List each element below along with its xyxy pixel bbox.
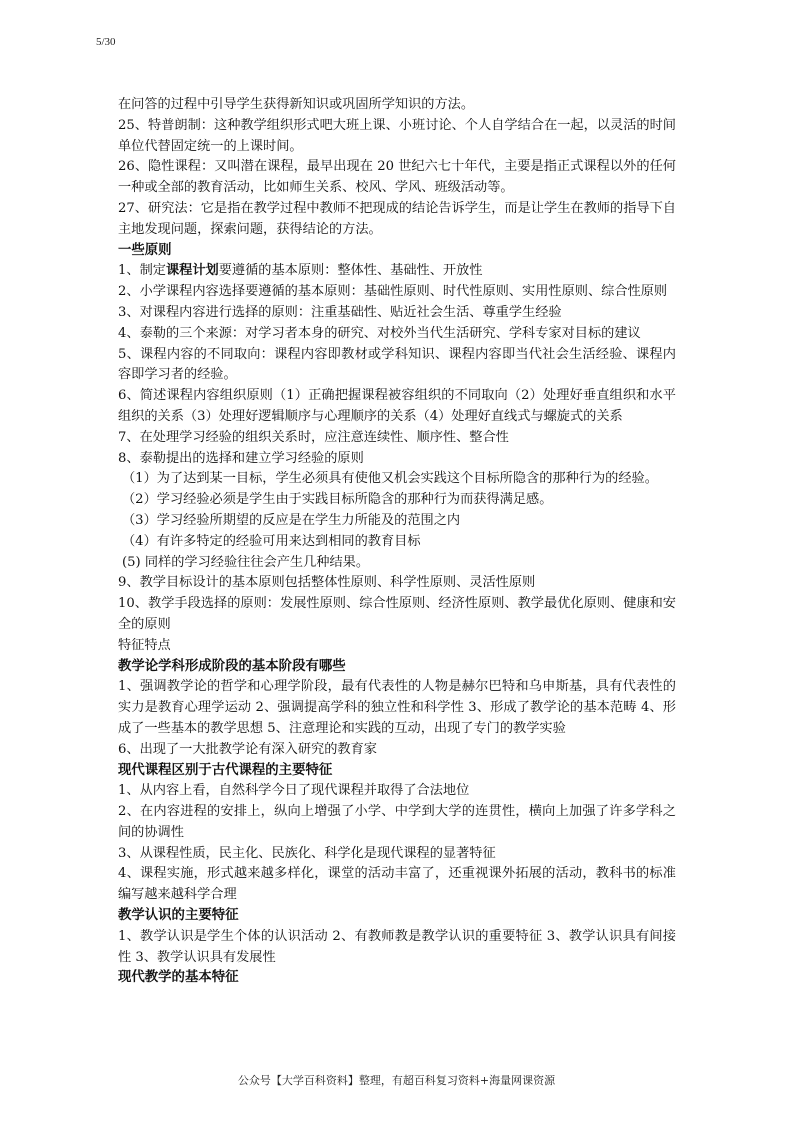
bold-term: 课程计划 [165,263,219,279]
page-number: 5/30 [96,36,116,48]
list-item: 10、教学手段选择的原则：发展性原则、综合性原则、经济性原则、教学最优化原则、健康和安全的原则 [118,596,676,632]
sub-list-item: （2）学习经验必须是学生由于实践目标所隐含的那种行为而获得满足感。 [122,492,553,508]
list-item: 6、出现了一大批教学论有深入研究的教育家 [118,741,377,757]
sub-list-item: （3）学习经验所期望的反应是在学生力所能及的范围之内 [122,512,461,528]
list-item: 3、从课程性质，民主化、民族化、科学化是现代课程的显著特征 [118,845,496,861]
sub-list-item: （1）为了达到某一目标，学生必须具有使他又机会实践这个目标所隐含的那种行为的经验。 [122,471,658,487]
page-footer: 公众号【大学百科资料】整理，有超百科复习资料+海量网课资源 [237,1074,556,1087]
list-item: 1、教学认识是学生个体的认识活动 2、有教师教是教学认识的重要特征 3、教学认识具有间接性 3、教学认识具有发展性 [118,928,676,965]
list-item: 8、泰勒提出的选择和建立学习经验的原则 [118,450,364,466]
list-item: 1、强调教学论的哲学和心理学阶段，最有代表性的人物是赫尔巴特和乌申斯基，具有代表性的实力是教育心理学运动 2、强调提高学科的独立性和科学性 3、形成了教学论的基本范畴 4、形成了一些基本的教学思想 5、注意理论和实践的互动，出现了专门的教学实验 [118,679,676,736]
definition-item: 25、特普朗制：这种教学组织形式吧大班上课、小班讨论、个人自学结合在一起，以灵活的时间单位代替固定统一的上课时间。 [118,117,676,154]
text-line: 在问答的过程中引导学生获得新知识或巩固所学知识的方法。 [118,97,475,112]
list-item: 6、简述课程内容组织原则（1）正确把握课程被容组织的不同取向（2）处理好垂直组织和水平组织的关系（3）处理好逻辑顺序与心理顺序的关系（4）处理好直线式与螺旋式的关系 [118,388,676,424]
list-item-text: 1、制定 [118,263,166,279]
list-item: 9、教学目标设计的基本原则包括整体性原则、科学性原则、灵活性原则 [118,575,536,591]
sub-list-item: (5) 同样的学习经验往往会产生几种结果。 [122,554,370,570]
section-heading: 现代教学的基本特征 [118,970,239,986]
list-item-text: 要遵循的基本原则：整体性、基础性、开放性 [218,263,483,279]
list-item: 7、在处理学习经验的组织关系时，应注意连续性、顺序性、整合性 [118,429,509,445]
section-heading: 一些原则 [118,242,172,258]
section-heading: 教学认识的主要特征 [118,908,239,924]
list-item: 1、从内容上看，自然科学今日了现代课程并取得了合法地位 [118,783,470,799]
section-label: 特征特点 [118,637,171,653]
list-item: 4、泰勒的三个来源：对学习者本身的研究、对校外当代生活研究、学科专家对目标的建议 [118,325,641,341]
definition-item: 27、研究法：它是指在教学过程中教师不把现成的结论告诉学生，而是让学生在教师的指导下自主地发现问题，探索问题，获得结论的方法。 [118,200,676,237]
section-heading: 教学论学科形成阶段的基本阶段有哪些 [118,658,346,674]
list-item [118,261,676,282]
sub-list-item: （4）有许多特定的经验可用来达到相同的教育目标 [122,533,421,549]
list-item: 3、对课程内容进行选择的原则：注重基础性、贴近社会生活、尊重学生经验 [118,304,562,320]
document-body [118,95,676,989]
section-heading: 现代课程区别于古代课程的主要特征 [118,762,333,778]
list-item: 4、课程实施，形式越来越多样化，课堂的活动丰富了，还重视课外拓展的活动，教科书的标准编写越来越科学合理 [118,866,676,903]
list-item: 5、课程内容的不同取向：课程内容即教材或学科知识、课程内容即当代社会生活经验、课程内容即学习者的经验。 [118,346,676,383]
definition-item: 26、隐性课程：又叫潜在课程，最早出现在 20 世纪六七十年代，主要是指正式课程以外的任何一种或全部的教育活动，比如师生关系、校风、学风、班级活动等。 [118,159,676,196]
list-item: 2、在内容进程的安排上，纵向上增强了小学、中学到大学的连贯性，横向上加强了许多学科之间的协调性 [118,804,676,840]
list-item: 2、小学课程内容选择要遵循的基本原则：基础性原则、时代性原则、实用性原则、综合性原则 [118,284,668,300]
